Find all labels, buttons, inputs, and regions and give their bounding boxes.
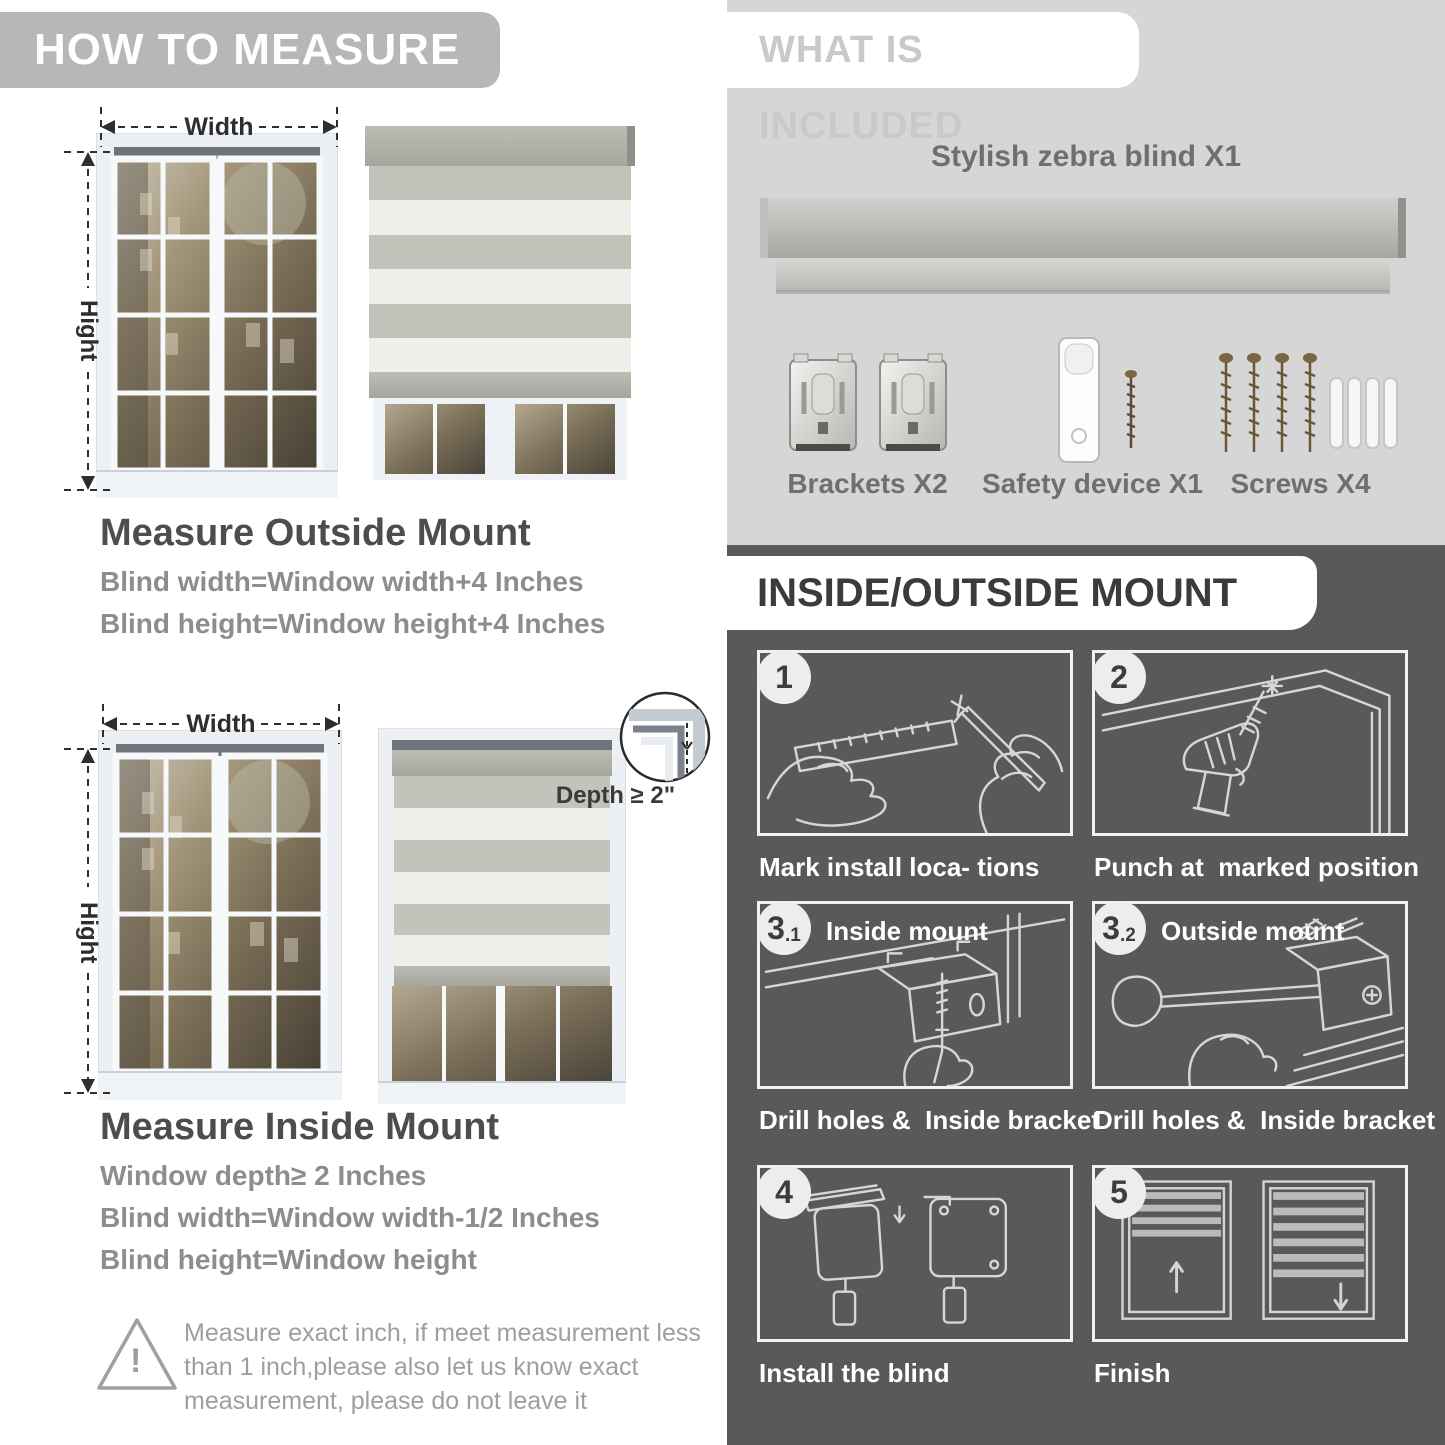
item-label-screws: Screws X4 bbox=[1230, 468, 1371, 499]
zebra-blind-photo bbox=[365, 126, 635, 480]
step-badge-5: 5 bbox=[1092, 1165, 1146, 1219]
step-caption-3-2: Drill holes & Inside bracket bbox=[1094, 1105, 1435, 1135]
outside-mount-heading: Measure Outside Mount bbox=[100, 512, 531, 554]
inside-mount-line3: Blind height=Window height bbox=[100, 1244, 477, 1275]
warning-text bbox=[184, 1316, 701, 1418]
warning-exclamation: ! bbox=[130, 1342, 142, 1380]
height-label-outside: Hight bbox=[75, 300, 102, 362]
width-label-outside: Width bbox=[184, 113, 254, 141]
step-caption-3-1: Drill holes & Inside bracket bbox=[759, 1105, 1100, 1135]
screws-image bbox=[1218, 348, 1398, 464]
safety-device-image bbox=[1045, 336, 1155, 466]
step-panel-3-2 bbox=[1092, 901, 1408, 1089]
step-caption-4: Install the blind bbox=[759, 1358, 950, 1388]
step-panel-2 bbox=[1092, 650, 1408, 836]
warning-line1: Measure exact inch, if meet measurement less bbox=[184, 1319, 701, 1347]
step-panel-1 bbox=[757, 650, 1073, 836]
how-to-measure-banner: HOW TO MEASURE bbox=[0, 12, 500, 88]
mount-banner: INSIDE/OUTSIDE MOUNT bbox=[727, 556, 1317, 630]
item-label-safety-device: Safety device X1 bbox=[981, 468, 1204, 499]
what-is-included-banner: WHAT IS INCLUDED bbox=[727, 12, 1139, 88]
height-label-inside: Hight bbox=[75, 902, 102, 964]
window-photo-inside bbox=[98, 730, 342, 1100]
step-badge-4: 4 bbox=[757, 1165, 811, 1219]
inside-mount-line1: Window depth≥ 2 Inches bbox=[100, 1160, 427, 1191]
step-caption-1: Mark install loca- tions bbox=[759, 852, 1040, 882]
inside-mount-heading: Measure Inside Mount bbox=[100, 1106, 500, 1148]
warning-line2: than 1 inch,please also let us know exact bbox=[184, 1353, 639, 1381]
step-title-3-2: Outside mount bbox=[1161, 916, 1345, 946]
outside-mount-line2: Blind height=Window height+4 Inches bbox=[100, 608, 606, 639]
brackets-image bbox=[788, 352, 948, 460]
step-panel-4 bbox=[757, 1165, 1073, 1342]
step-badge-1: 1 bbox=[757, 650, 811, 704]
product-label: Stylish zebra blind X1 bbox=[930, 140, 1242, 173]
step-panel-5 bbox=[1092, 1165, 1408, 1342]
depth-label: Depth ≥ 2" bbox=[555, 782, 676, 809]
step-badge-2: 2 bbox=[1092, 650, 1146, 704]
item-label-brackets: Brackets X2 bbox=[787, 468, 948, 499]
step-badge-3-1: 3 .1 bbox=[757, 901, 811, 955]
step-caption-2: Punch at marked position bbox=[1094, 852, 1420, 882]
headrail-image bbox=[758, 196, 1408, 300]
width-label-inside: Width bbox=[186, 710, 256, 738]
step-caption-5: Finish bbox=[1094, 1358, 1171, 1388]
window-photo-outside bbox=[96, 133, 338, 498]
depth-magnifier-icon bbox=[617, 689, 713, 785]
step-title-3-1: Inside mount bbox=[826, 916, 988, 946]
warning-line3: measurement, please do not leave it bbox=[184, 1387, 588, 1415]
step-badge-3-2: 3 .2 bbox=[1092, 901, 1146, 955]
outside-mount-line1: Blind width=Window width+4 Inches bbox=[100, 566, 584, 597]
step-panel-3-1 bbox=[757, 901, 1073, 1089]
inside-mount-line2: Blind width=Window width-1/2 Inches bbox=[100, 1202, 600, 1233]
